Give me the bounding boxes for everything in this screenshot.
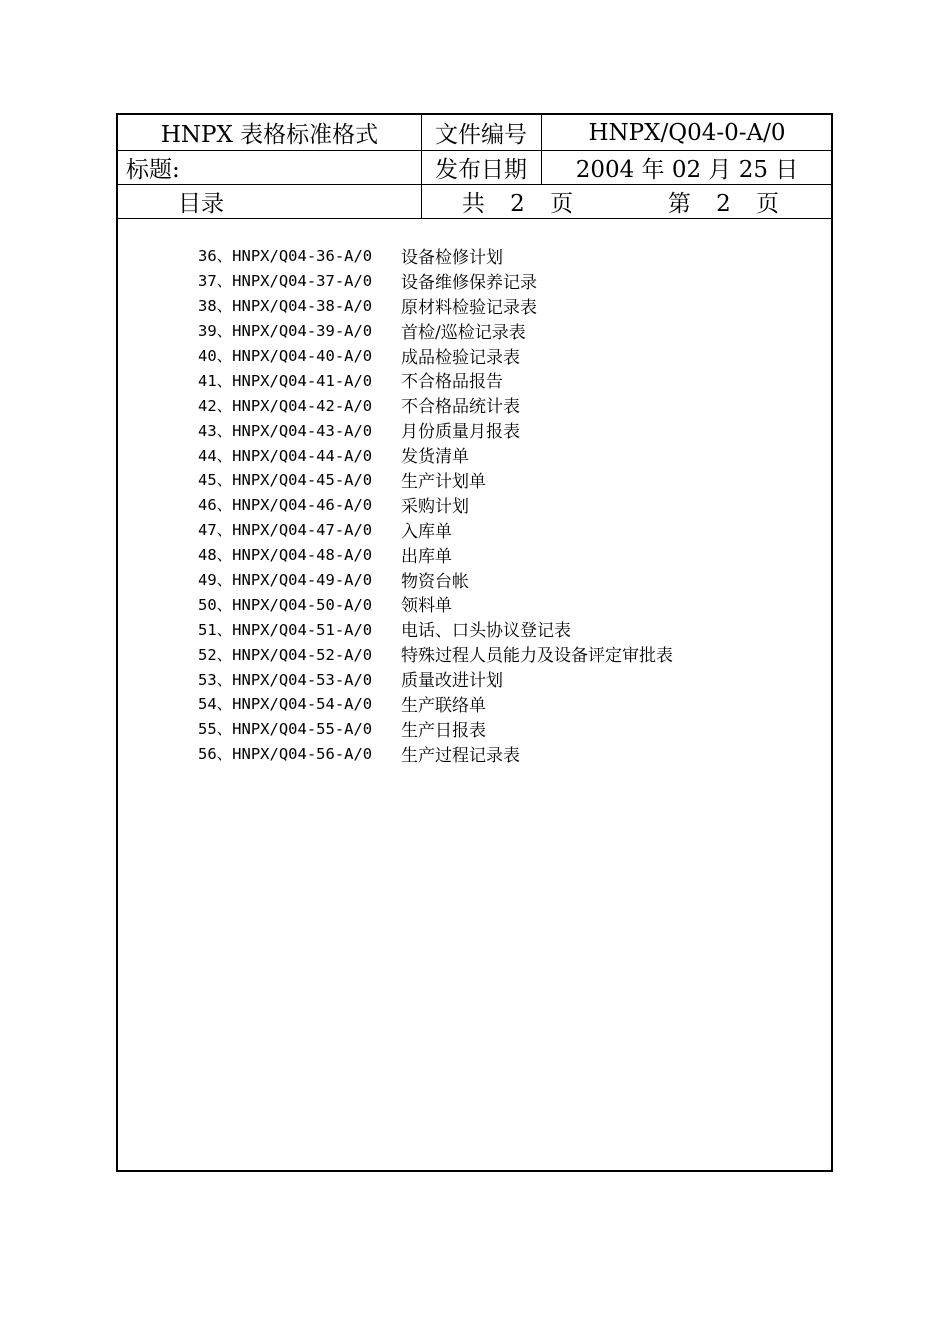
item-code: 36、HNPX/Q04-36-A/0 [198,247,373,266]
item-code: 41、HNPX/Q04-41-A/0 [198,371,373,390]
document-frame [116,113,833,1172]
release-date-label: 发布日期 [435,157,527,183]
item-name: 物资台帐 [401,571,469,592]
list-item [198,641,673,666]
item-name: 设备检修计划 [401,247,503,268]
list-item [198,293,673,318]
item-name: 入库单 [401,521,452,542]
item-name: 月份质量月报表 [401,422,520,443]
list-item [198,542,673,567]
list-item [198,666,673,691]
doc-number-value: HNPX/Q04-0-A/0 [588,119,786,146]
item-name: 设备维修保养记录 [401,272,537,293]
item-name: 不合格品统计表 [401,397,520,418]
item-code: 42、HNPX/Q04-42-A/0 [198,396,373,415]
list-item [198,392,673,417]
list-item [198,268,673,293]
list-item [198,318,673,343]
list-item [198,492,673,517]
header-row-2 [118,151,831,185]
header-row-1 [118,115,831,151]
list-item [198,243,673,268]
item-name: 生产计划单 [401,471,486,492]
item-name: 原材料检验记录表 [401,297,537,318]
item-name: 领料单 [401,596,452,617]
list-item [198,467,673,492]
item-name: 首检/巡检记录表 [401,322,526,343]
list-item [198,741,673,766]
item-code: 56、HNPX/Q04-56-A/0 [198,745,373,764]
item-name: 出库单 [401,546,452,567]
item-code: 47、HNPX/Q04-47-A/0 [198,521,373,540]
item-name: 质量改进计划 [401,671,503,692]
list-item [198,567,673,592]
list-item [198,417,673,442]
item-code: 52、HNPX/Q04-52-A/0 [198,645,373,664]
item-code: 39、HNPX/Q04-39-A/0 [198,322,373,341]
header-row-3 [118,185,831,219]
item-code: 54、HNPX/Q04-54-A/0 [198,695,373,714]
list-item [198,517,673,542]
item-code: 50、HNPX/Q04-50-A/0 [198,595,373,614]
doc-title: HNPX 表格标准格式 [160,122,379,148]
section-name: 目录 [178,191,224,217]
item-code: 53、HNPX/Q04-53-A/0 [198,670,373,689]
column-divider-1 [421,115,422,219]
item-code: 40、HNPX/Q04-40-A/0 [198,347,373,365]
item-name: 特殊过程人员能力及设备评定审批表 [401,646,673,667]
list-item [198,616,673,641]
column-divider-2 [541,115,542,185]
list-item [198,691,673,716]
total-pages: 共 2 页 [461,191,576,217]
item-name: 电话、口头协议登记表 [401,621,571,642]
item-code: 55、HNPX/Q04-55-A/0 [198,720,373,739]
item-name: 发货清单 [401,447,469,468]
item-code: 43、HNPX/Q04-43-A/0 [198,421,373,440]
item-code: 48、HNPX/Q04-48-A/0 [198,546,373,565]
item-name: 生产过程记录表 [401,745,520,766]
item-code: 38、HNPX/Q04-38-A/0 [198,297,373,316]
item-code: 44、HNPX/Q04-44-A/0 [198,446,373,465]
list-item [198,716,673,741]
item-code: 51、HNPX/Q04-51-A/0 [198,620,373,639]
item-code: 37、HNPX/Q04-37-A/0 [198,272,373,291]
title-label: 标题: [126,157,180,183]
list-item [198,343,673,368]
item-code: 46、HNPX/Q04-46-A/0 [198,496,373,515]
item-name: 生产联络单 [401,695,486,716]
list-item [198,591,673,616]
item-name: 成品检验记录表 [401,347,520,368]
list-item [198,442,673,467]
item-name: 采购计划 [401,496,469,517]
item-name: 不合格品报告 [401,372,503,393]
doc-number-label: 文件编号 [435,122,527,148]
list-item [198,367,673,392]
item-code: 45、HNPX/Q04-45-A/0 [198,471,373,490]
release-date-value: 2004 年 02 月 25 日 [575,157,799,183]
current-page: 第 2 页 [667,191,782,217]
item-name: 生产日报表 [401,720,486,741]
item-code: 49、HNPX/Q04-49-A/0 [198,571,373,590]
form-index-list [198,243,673,766]
